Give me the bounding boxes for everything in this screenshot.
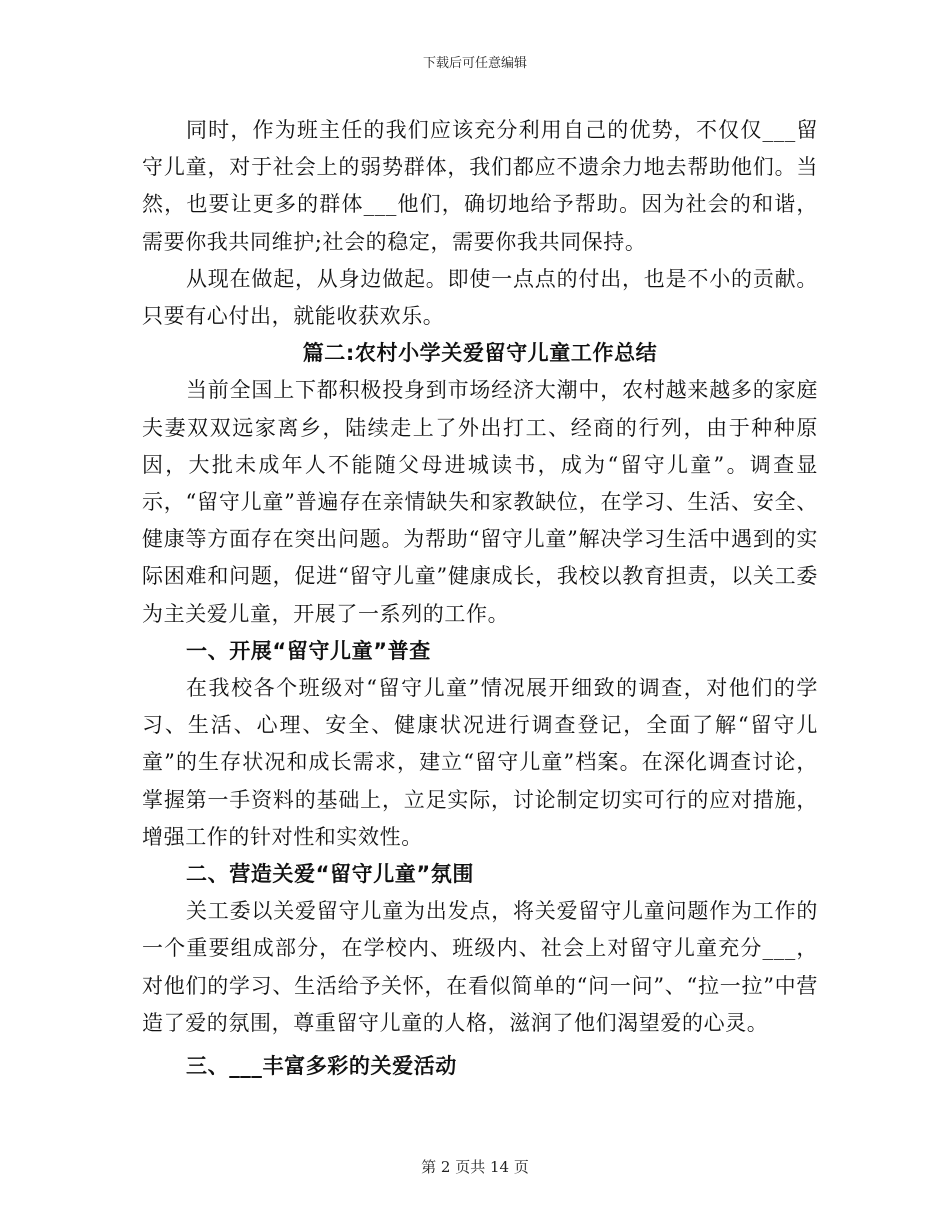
page-footer: 第 2 页共 14 页 bbox=[421, 1158, 529, 1176]
paragraph-2: 从现在做起，从身边做起。即使一点点的付出，也是不小的贡献。只要有心付出，就能收获欢乐。 bbox=[142, 266, 818, 329]
section-title: 篇二:农村小学关爱留守儿童工作总结 bbox=[302, 341, 658, 366]
paragraph-5: 关工委以关爱留守儿童为出发点，将关爱留守儿童问题作为工作的一个重要组成部分，在学校内、班级内、社会上对留守儿童充分___，对他们的学习、生活给予关怀，在看似简单的“问一问”、“拉一拉”中营造了爱的氛围，尊重留守儿童的人格，滋润了他们渴望爱的心灵。 bbox=[142, 899, 818, 1035]
document-body bbox=[142, 112, 818, 1085]
heading-2: 二、营造关爱“留守儿童”氛围 bbox=[186, 862, 475, 887]
paragraph-1: 同时，作为班主任的我们应该充分利用自己的优势，不仅仅___留守儿童，对于社会上的弱势群体，我们都应不遗余力地去帮助他们。当然，也要让更多的群体___他们，确切地给予帮助。因为社会的和谐，需要你我共同维护;社会的稳定，需要你我共同保持。 bbox=[142, 118, 818, 254]
heading-3: 三、___丰富多彩的关爱活动 bbox=[186, 1054, 457, 1079]
heading-1: 一、开展“留守儿童”普查 bbox=[186, 638, 431, 663]
paragraph-4: 在我校各个班级对“留守儿童”情况展开细致的调查，对他们的学习、生活、心理、安全、健康状况进行调查登记，全面了解“留守儿童”的生存状况和成长需求，建立“留守儿童”档案。在深化调查讨论，掌握第一手资料的基础上，立足实际，讨论制定切实可行的应对措施，增强工作的针对性和实效性。 bbox=[142, 676, 818, 849]
paragraph-3: 当前全国上下都积极投身到市场经济大潮中，农村越来越多的家庭夫妻双双远家离乡，陆续走上了外出打工、经商的行列，由于种种原因，大批未成年人不能随父母进城读书，成为“留守儿童”。调查显示，“留守儿童”普遍存在亲情缺失和家教缺位，在学习、生活、安全、健康等方面存在突出问题。为帮助“留守儿童”解决学习生活中遇到的实际困难和问题，促进“留守儿童”健康成长，我校以教育担责，以关工委为主关爱儿童，开展了一系列的工作。 bbox=[142, 378, 818, 626]
page-header: 下载后可任意编辑 bbox=[422, 56, 527, 71]
